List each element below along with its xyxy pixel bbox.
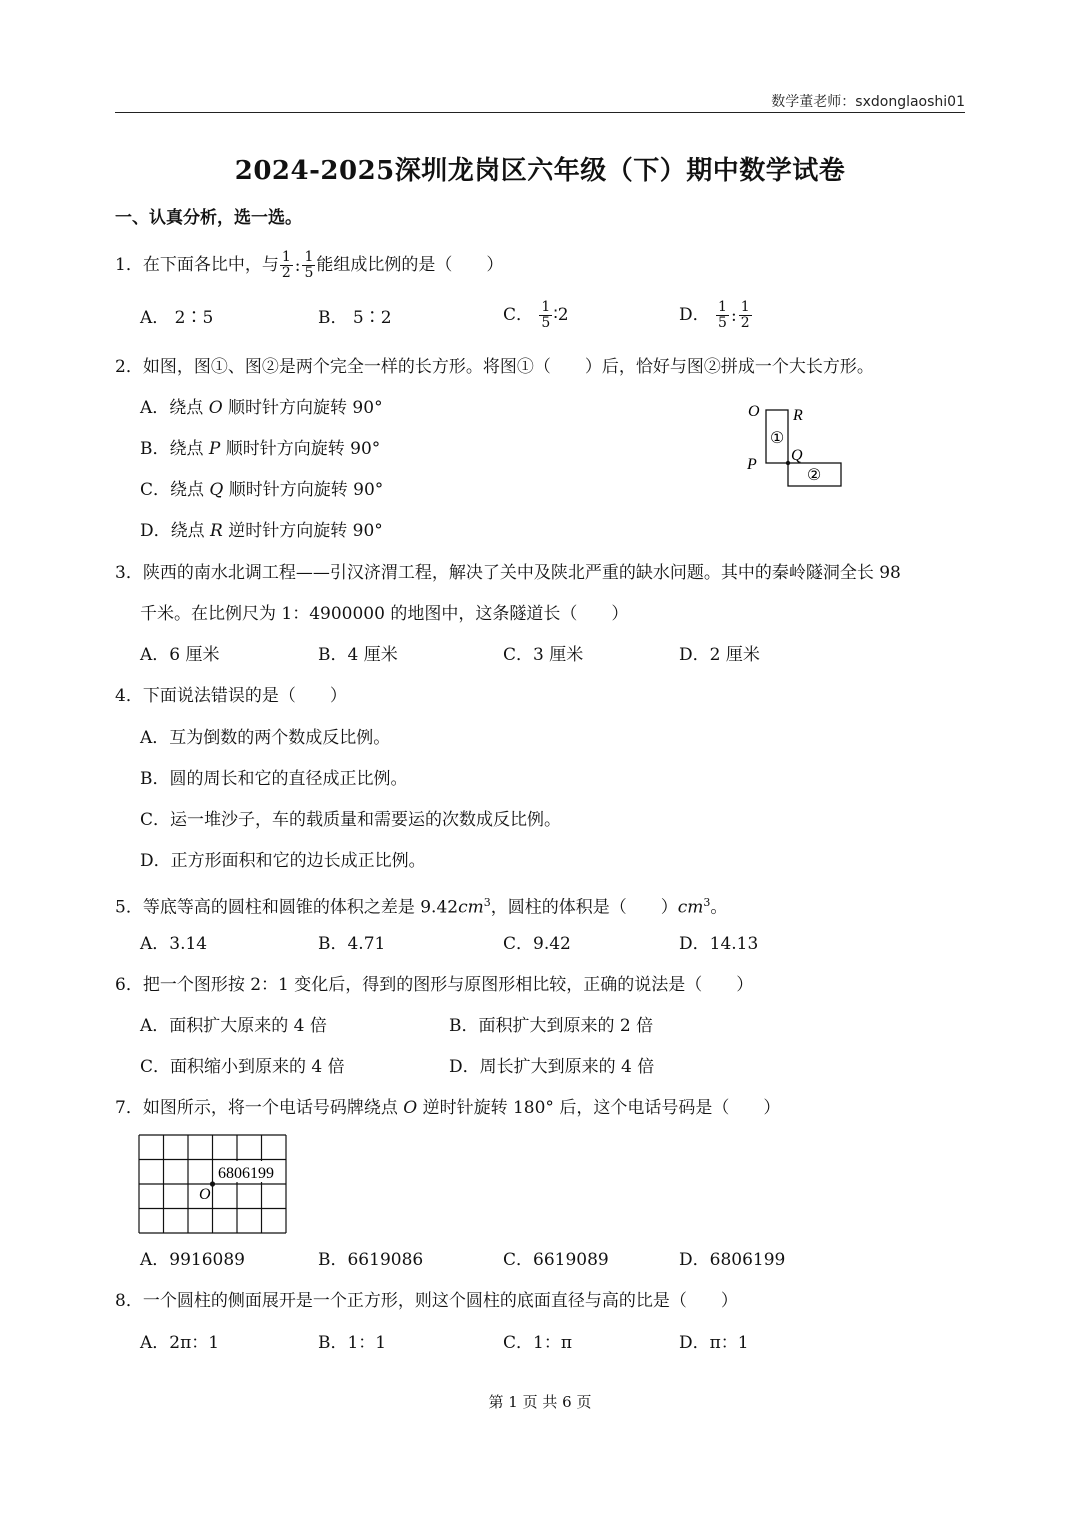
option-b: B．4 厘米 — [318, 645, 398, 665]
option-c: C． $\frac{1}{5}$ ∶2 — [503, 299, 569, 331]
option-b: B． 5∶2 — [318, 308, 392, 328]
fraction: $\frac{1}{2}$ — [740, 299, 750, 331]
phone-plate-grid — [138, 1134, 288, 1234]
question-number: 6． — [115, 975, 143, 995]
section-heading: 一、认真分析，选一选。 — [115, 208, 302, 228]
question-number: 8． — [115, 1291, 143, 1311]
option-d: D．6806199 — [679, 1250, 786, 1270]
point-q-dot — [786, 461, 790, 465]
question-text: 下面说法错误的是（ ） — [142, 686, 347, 706]
shape-1-label: ① — [769, 428, 785, 447]
question-text: 等底等高的圆柱和圆锥的体积之差是 9.42 — [142, 897, 459, 918]
question-number: 7． — [115, 1098, 143, 1118]
label-o: O — [748, 403, 760, 420]
header-note: 数学董老师：sxdonglaoshi01 — [771, 94, 965, 110]
option-d: D．2 厘米 — [679, 645, 760, 665]
option-a: A．面积扩大原来的 4 倍 — [140, 1016, 327, 1036]
question-5: 5．等底等高的圆柱和圆锥的体积之差是 $9.42cm^3$，圆柱的体积是（ ）$cm^3$。 — [115, 896, 728, 918]
page-title: 2024-2025深圳龙岗区六年级（下）期中数学试卷 — [234, 156, 846, 186]
question-text: 一个圆柱的侧面展开是一个正方形，则这个圆柱的底面直径与高的比是（ ） — [142, 1291, 738, 1311]
option-b: B．圆的周长和它的直径成正比例。 — [140, 769, 408, 789]
option-c: C．运一堆沙子，车的载质量和需要运的次数成反比例。 — [140, 810, 562, 830]
question-1: 1．在下面各比中，与 $\frac{1}{2}$ : $\frac{1}{5}$ 能组成比例的是（ ） — [115, 249, 504, 281]
point-o-dot — [210, 1181, 215, 1186]
question-number: 5． — [115, 897, 143, 918]
option-c: C．9.42 — [503, 934, 571, 954]
question-8 — [115, 1289, 738, 1313]
question-text: 陕西的南水北调工程——引汉济渭工程，解决了关中及陕北严重的缺水问题。其中的秦岭隧洞全长 98 — [142, 563, 901, 583]
question-text: 如图所示，将一个电话号码牌绕点 — [142, 1098, 404, 1118]
fraction: $\frac{1}{5}$ — [304, 249, 314, 281]
label-o: O — [199, 1186, 211, 1203]
option-c: C．1：π — [503, 1333, 572, 1353]
option-c: C．3 厘米 — [503, 645, 584, 665]
option-c: C．6619089 — [503, 1250, 609, 1270]
option-b: B．面积扩大到原来的 2 倍 — [449, 1016, 654, 1036]
page-footer: 第 1 页 共 6 页 — [488, 1393, 592, 1411]
option-b: B．4.71 — [318, 934, 386, 954]
option-d: D．绕点 R 逆时针方向旋转 90° — [140, 521, 383, 541]
question-2 — [115, 355, 874, 379]
option-c: C．面积缩小到原来的 4 倍 — [140, 1057, 345, 1077]
question-3-continued: 千米。在比例尺为 1：4900000 的地图中，这条隧道长（ ） — [140, 604, 629, 624]
question-number: 3． — [115, 563, 143, 583]
question-text: 把一个图形按 2：1 变化后，得到的图形与原图形相比较，正确的说法是（ ） — [142, 975, 754, 995]
option-b: B．1：1 — [318, 1333, 387, 1353]
option-a: A．2π：1 — [140, 1333, 220, 1353]
question-number: 2． — [115, 357, 143, 377]
label-r: R — [793, 407, 803, 424]
question-number: 1． — [115, 255, 143, 275]
option-b: B．6619086 — [318, 1250, 424, 1270]
fraction: $\frac{1}{5}$ — [541, 299, 551, 331]
option-a: A．互为倒数的两个数成反比例。 — [140, 728, 391, 748]
option-d: D． $\frac{1}{5}$ : $\frac{1}{2}$ — [679, 299, 750, 331]
rectangles-figure — [740, 398, 860, 494]
option-a: A．3.14 — [140, 934, 208, 954]
question-text: 如图，图①、图②是两个完全一样的长方形。将图①（ ）后，恰好与图②拼成一个大长方形。 — [142, 357, 874, 377]
question-3 — [115, 561, 901, 585]
phone-number: 6806199 — [218, 1165, 274, 1182]
option-a: A．9916089 — [140, 1250, 245, 1270]
option-a: A．6 厘米 — [140, 645, 220, 665]
option-d: D．正方形面积和它的边长成正比例。 — [140, 851, 426, 871]
question-number: 4． — [115, 686, 143, 706]
option-a: A．绕点 O 顺时针方向旋转 90° — [140, 398, 383, 418]
fraction: $\frac{1}{2}$ — [281, 249, 291, 281]
header-rule — [115, 112, 965, 113]
option-d: D．π：1 — [679, 1333, 749, 1353]
question-7: 7．如图所示，将一个电话号码牌绕点 O 逆时针旋转 180° 后，这个电话号码是（ ） — [115, 1098, 781, 1118]
shape-2-label: ② — [806, 465, 822, 484]
question-6 — [115, 973, 753, 997]
option-d: D．周长扩大到原来的 4 倍 — [449, 1057, 655, 1077]
label-q: Q — [791, 447, 803, 464]
question-text: 在下面各比中，与 — [142, 255, 279, 275]
label-p: P — [747, 456, 757, 473]
fraction: $\frac{1}{5}$ — [718, 299, 727, 331]
option-d: D．14.13 — [679, 934, 759, 954]
option-a: A． 2∶5 — [140, 308, 214, 328]
option-c: C．绕点 Q 顺时针方向旋转 90° — [140, 480, 384, 500]
question-4 — [115, 684, 347, 708]
question-text: 能组成比例的是（ ） — [316, 255, 504, 275]
option-b: B．绕点 P 顺时针方向旋转 90° — [140, 439, 381, 459]
